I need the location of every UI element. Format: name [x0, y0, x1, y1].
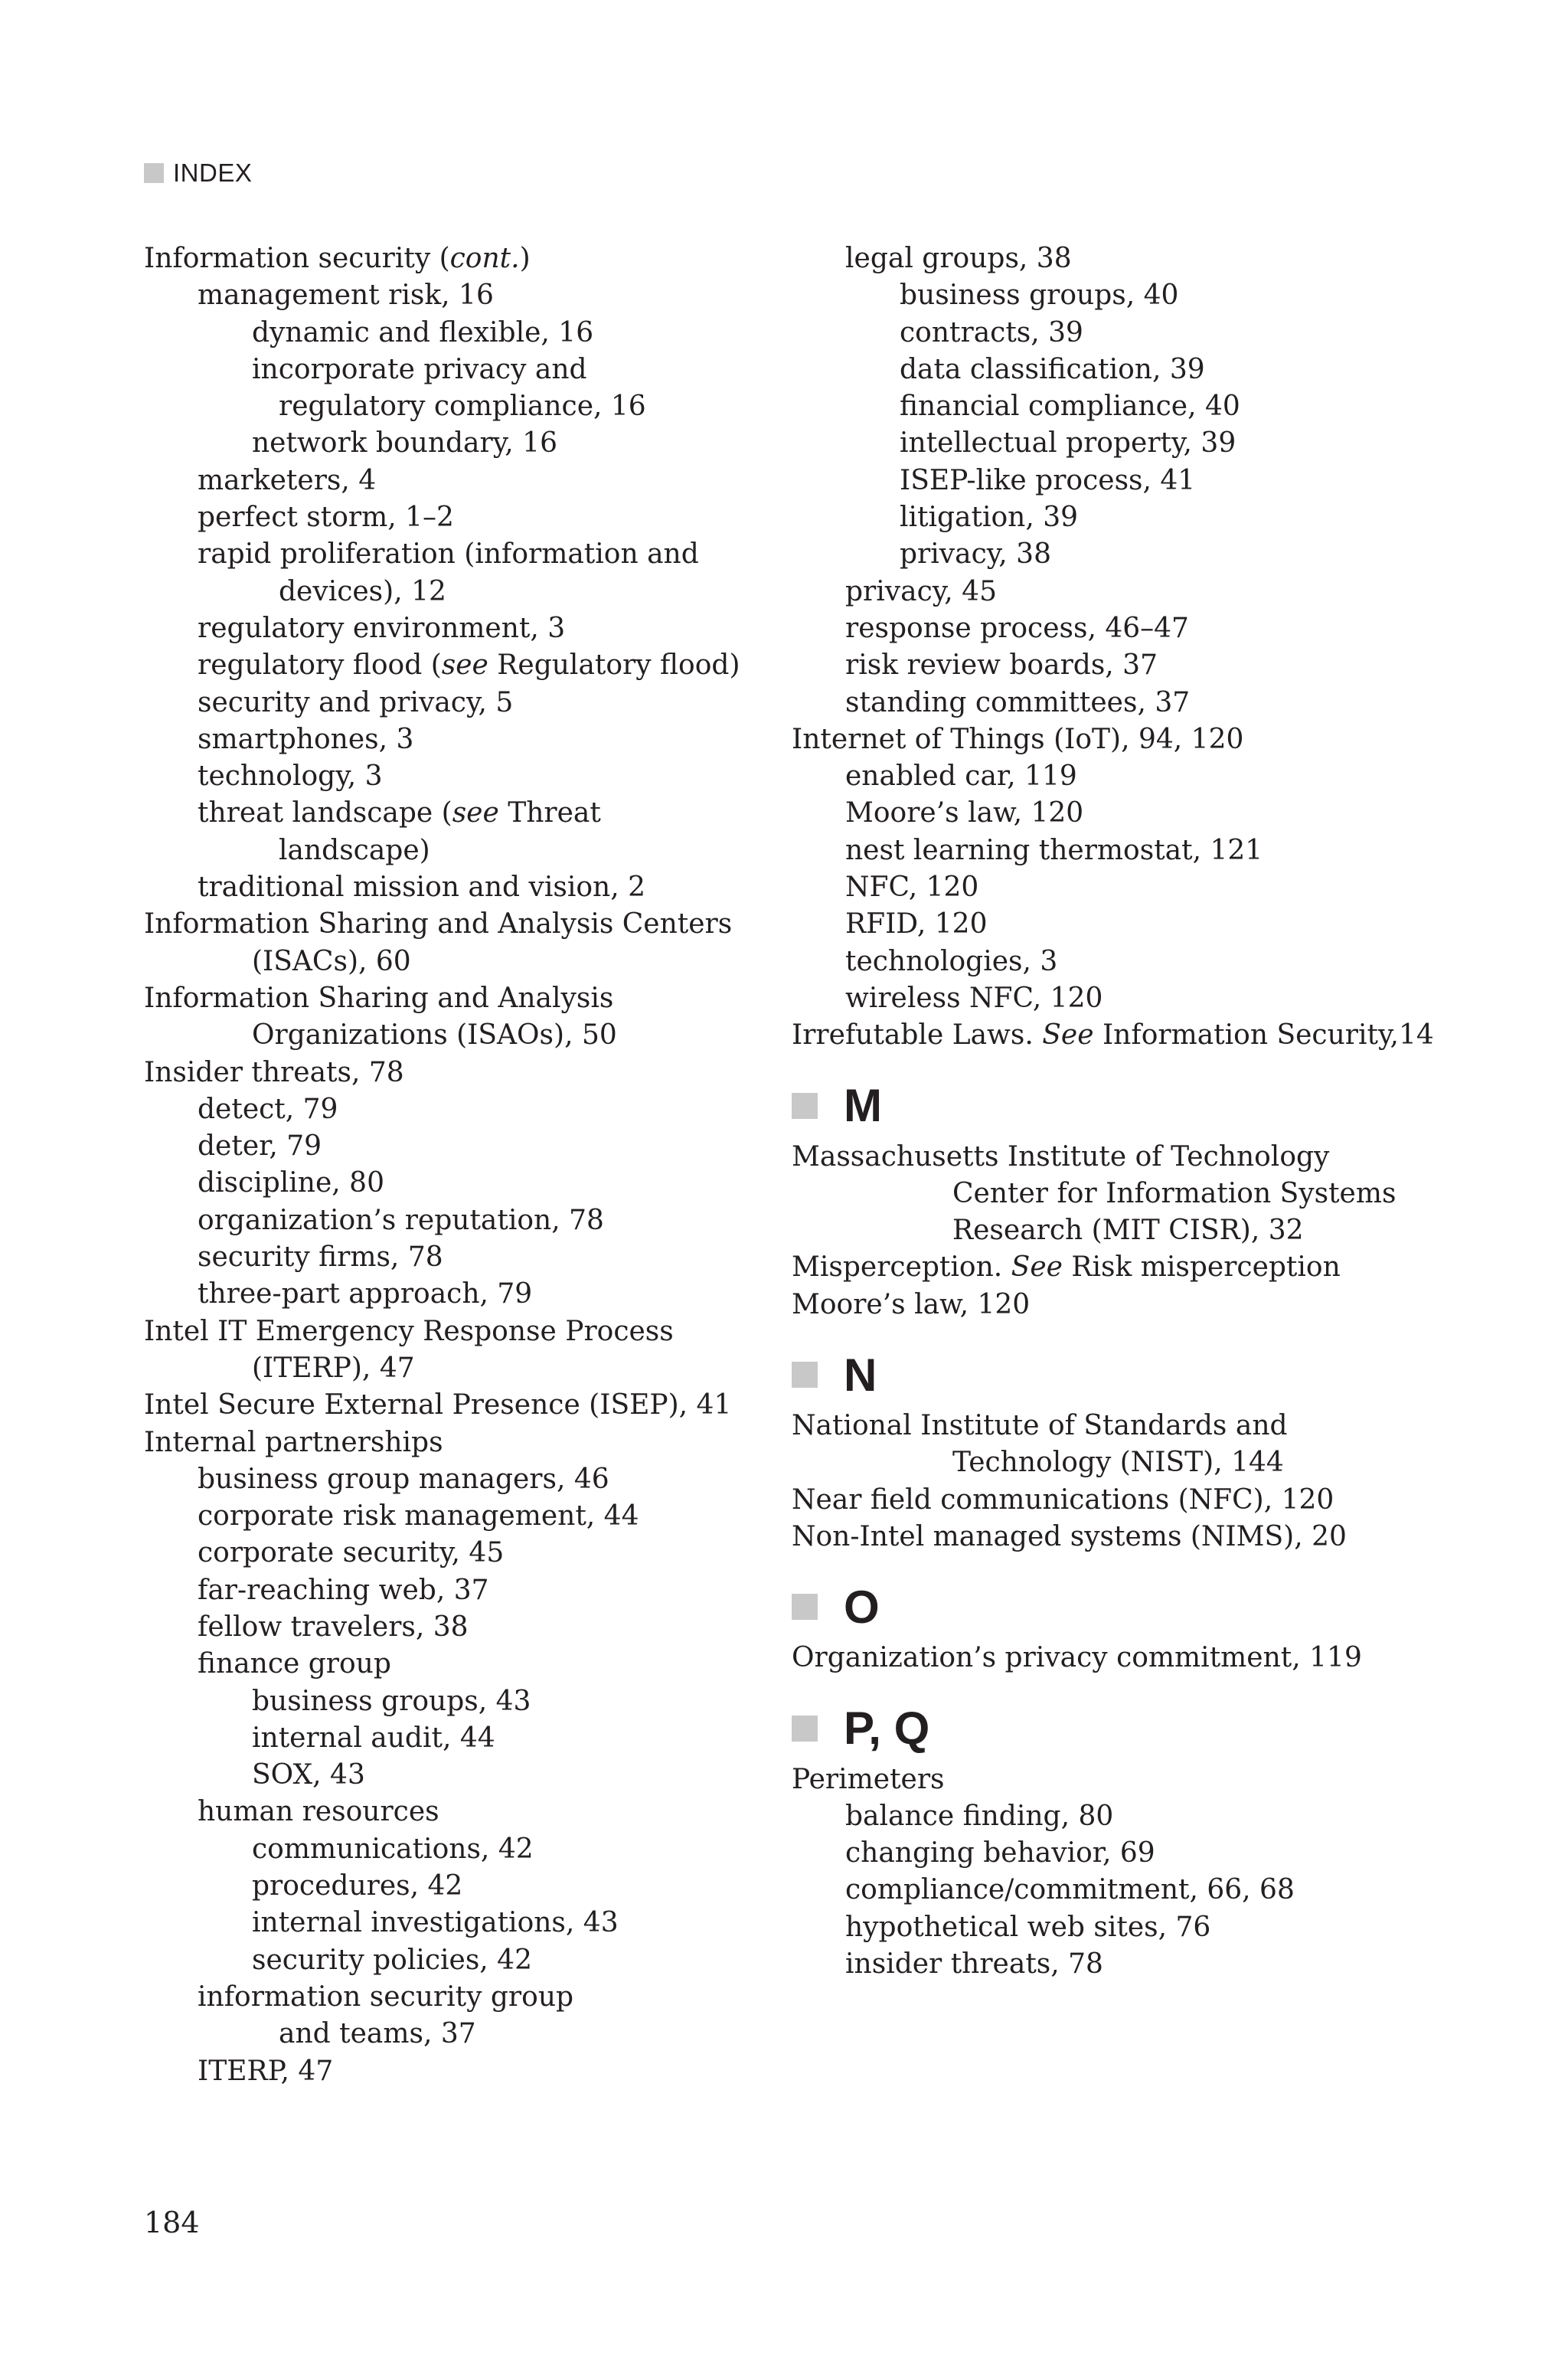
index-subentry [144, 1720, 756, 1757]
entry-text: security and privacy, 5 [198, 686, 514, 718]
entry-text: contracts, 39 [900, 316, 1083, 348]
index-subentry [144, 425, 756, 462]
section-square-icon [792, 1093, 818, 1119]
entry-text: SOX, 43 [252, 1759, 365, 1791]
index-subentry [792, 610, 1404, 647]
index-subentry [144, 758, 756, 795]
index-subentry [792, 1444, 1404, 1481]
section-letter: N [844, 1349, 877, 1401]
index-entry [144, 240, 756, 277]
entry-text: Near field communications (NFC), 120 [792, 1483, 1334, 1516]
entry-text: ITERP, 47 [198, 2055, 334, 2087]
index-subentry [792, 277, 1404, 314]
index-subentry [144, 463, 756, 499]
index-entry [792, 1249, 1404, 1286]
entry-text: perfect storm, 1–2 [198, 502, 454, 534]
index-subentry [144, 1239, 756, 1276]
section-heading [792, 1580, 1404, 1634]
index-subentry [792, 536, 1404, 573]
entry-text: wireless NFC, 120 [845, 982, 1103, 1014]
index-subentry [144, 1905, 756, 1941]
index-subentry [144, 795, 756, 832]
entry-text: Irrefutable Laws. [792, 1019, 1043, 1052]
entry-text: Moore’s law, 120 [845, 797, 1084, 829]
index-subentry [144, 1868, 756, 1905]
entry-text: security policies, 42 [252, 1944, 532, 1976]
index-subentry [144, 388, 756, 425]
entry-text: regulatory environment, 3 [198, 612, 566, 644]
index-subentry [792, 1212, 1404, 1249]
index-subentry [792, 1835, 1404, 1872]
index-subentry [144, 1942, 756, 1979]
entry-text: business groups, 43 [252, 1685, 531, 1717]
entry-text: Internal partnerships [144, 1426, 443, 1458]
entry-text: three-part approach, 79 [198, 1278, 533, 1310]
entry-text: Risk misperception [1062, 1251, 1341, 1284]
index-subentry [144, 1128, 756, 1165]
entry-text: human resources [198, 1796, 439, 1828]
index-subentry [792, 388, 1404, 425]
index-subentry [792, 240, 1404, 277]
section-square-icon [792, 1716, 818, 1742]
index-subentry [144, 536, 756, 573]
entry-text: corporate security, 45 [198, 1537, 505, 1569]
index-subentry [144, 1831, 756, 1868]
index-subentry [144, 1683, 756, 1720]
entry-text: deter, 79 [198, 1130, 322, 1163]
index-column-right [792, 240, 1434, 1983]
index-entry [792, 1139, 1404, 1176]
index-subentry [144, 1646, 756, 1683]
index-subentry [144, 277, 756, 314]
index-subentry [792, 315, 1404, 352]
entry-text: Information Sharing and Analysis Centers [144, 908, 733, 940]
entry-text: Perimeters [792, 1763, 945, 1795]
entry-text: Internet of Things (IoT), 94, 120 [792, 723, 1244, 755]
entry-text: information security group [198, 1981, 574, 2013]
entry-text: communications, 42 [252, 1833, 534, 1865]
entry-text: data classification, 39 [900, 353, 1205, 385]
index-subentry [792, 980, 1404, 1017]
entry-text: discipline, 80 [198, 1167, 384, 1199]
section-letter: P, Q [844, 1703, 930, 1754]
section-letter: O [844, 1581, 880, 1633]
entry-text: Center for Information Systems [952, 1177, 1396, 1209]
entry-text: Information Security,14 [1093, 1019, 1434, 1052]
entry-text: Intel Secure External Presence (ISEP), 41 [144, 1389, 732, 1421]
entry-text: legal groups, 38 [845, 243, 1072, 274]
index-subentry [792, 574, 1404, 610]
entry-text: standing committees, 37 [845, 686, 1191, 718]
entry-text: security firms, 78 [198, 1241, 443, 1274]
entry-italic-text: see [441, 649, 488, 682]
entry-text: network boundary, 16 [252, 427, 557, 460]
index-subentry [144, 944, 756, 980]
index-subentry [144, 2016, 756, 2053]
section-square-icon [792, 1594, 818, 1620]
index-entry [144, 1425, 756, 1461]
entry-text: business groups, 40 [900, 280, 1179, 312]
entry-italic-text: See [1042, 1019, 1094, 1052]
index-subentry [792, 832, 1404, 869]
entry-text: ISEP-like process, 41 [900, 464, 1196, 496]
index-subentry [144, 1794, 756, 1830]
entry-text: far-reaching web, 37 [198, 1574, 489, 1606]
index-subentry [144, 1498, 756, 1535]
index-entry [792, 1408, 1404, 1444]
entry-text: response process, 46–47 [845, 612, 1189, 644]
section-heading [792, 1702, 1404, 1755]
entry-text: Insider threats, 78 [144, 1056, 404, 1088]
index-subentry [792, 1798, 1404, 1835]
index-entry [144, 980, 756, 1017]
index-entry [792, 1761, 1404, 1798]
page-number: 184 [144, 2206, 200, 2239]
entry-text: Organizations (ISAOs), 50 [252, 1019, 617, 1052]
entry-text: changing behavior, 69 [845, 1837, 1155, 1869]
entry-italic-text: see [452, 797, 499, 829]
index-entry [792, 1287, 1404, 1323]
index-subentry [792, 758, 1404, 795]
entry-text: litigation, 39 [900, 502, 1079, 534]
index-subentry [792, 1909, 1404, 1946]
entry-text: corporate risk management, 44 [198, 1500, 639, 1532]
entry-text: Organization’s privacy commitment, 119 [792, 1642, 1362, 1674]
entry-text: organization’s reputation, 78 [198, 1204, 604, 1236]
index-entry [792, 1017, 1434, 1054]
index-entry [792, 1482, 1404, 1519]
index-column-left [144, 240, 756, 2090]
index-subentry [792, 463, 1404, 499]
section-heading [792, 1079, 1404, 1133]
index-subentry [144, 685, 756, 721]
index-subentry [792, 944, 1404, 980]
entry-text: Threat [498, 797, 601, 829]
index-subentry [144, 574, 756, 610]
entry-text: landscape) [279, 834, 430, 866]
section-square-icon [792, 1362, 818, 1388]
entry-text: hypothetical web sites, 76 [845, 1911, 1211, 1943]
index-subentry [144, 1017, 756, 1054]
entry-text: ) [519, 243, 531, 274]
index-subentry [144, 1757, 756, 1794]
entry-text: regulatory compliance, 16 [279, 391, 646, 423]
entry-text: finance group [198, 1648, 391, 1680]
index-subentry [792, 685, 1404, 721]
entry-text: Moore’s law, 120 [792, 1288, 1031, 1320]
entry-text: privacy, 38 [900, 538, 1051, 571]
entry-text: intellectual property, 39 [900, 427, 1236, 460]
entry-text: Intel IT Emergency Response Process [144, 1315, 674, 1347]
index-entry [144, 1055, 756, 1091]
entry-text: internal investigations, 43 [252, 1907, 619, 1939]
entry-text: and teams, 37 [279, 2018, 476, 2050]
entry-text: traditional mission and vision, 2 [198, 872, 645, 904]
index-entry [792, 1519, 1404, 1555]
entry-text: financial compliance, 40 [900, 391, 1240, 423]
section-letter: M [844, 1080, 882, 1132]
index-subentry [144, 2053, 756, 2090]
index-subentry [792, 499, 1404, 536]
running-header-label: INDEX [173, 159, 253, 187]
index-subentry [144, 610, 756, 647]
index-subentry [144, 1535, 756, 1572]
index-subentry [144, 1202, 756, 1239]
entry-text: risk review boards, 37 [845, 649, 1158, 682]
entry-text: National Institute of Standards and [792, 1410, 1288, 1442]
entry-text: internal audit, 44 [252, 1722, 495, 1754]
entry-text: privacy, 45 [845, 575, 997, 607]
index-subentry [144, 721, 756, 758]
index-subentry [144, 352, 756, 388]
index-subentry [144, 315, 756, 352]
entry-text: insider threats, 78 [845, 1948, 1103, 1980]
entry-text: Information security ( [144, 243, 450, 274]
index-entry [144, 906, 756, 943]
entry-text: devices), 12 [279, 575, 446, 607]
entry-text: detect, 79 [198, 1093, 338, 1125]
entry-italic-text: See [1011, 1251, 1063, 1284]
entry-text: Regulatory flood) [488, 649, 740, 682]
entry-text: management risk, 16 [198, 280, 494, 312]
index-entry [144, 1387, 756, 1424]
entry-text: smartphones, 3 [198, 723, 414, 755]
index-subentry [792, 647, 1404, 684]
entry-text: nest learning thermostat, 121 [845, 834, 1263, 866]
entry-italic-text: cont. [449, 243, 520, 274]
section-heading [792, 1348, 1404, 1402]
entry-text: technology, 3 [198, 761, 383, 793]
entry-text: marketers, 4 [198, 464, 377, 496]
index-subentry [792, 795, 1404, 832]
entry-text: dynamic and flexible, 16 [252, 316, 594, 348]
index-subentry [144, 869, 756, 906]
index-subentry [144, 1165, 756, 1202]
entry-text: regulatory flood ( [198, 649, 442, 682]
entry-text: fellow travelers, 38 [198, 1611, 469, 1643]
entry-text: Research (MIT CISR), 32 [952, 1215, 1304, 1247]
entry-text: enabled car, 119 [845, 761, 1077, 793]
index-subentry [144, 1091, 756, 1128]
index-subentry [144, 832, 756, 869]
index-subentry [792, 1946, 1404, 1983]
header-square-icon [144, 163, 164, 183]
entry-text: NFC, 120 [845, 872, 979, 904]
index-subentry [792, 352, 1404, 388]
entry-text: threat landscape ( [198, 797, 452, 829]
index-subentry [144, 499, 756, 536]
entry-text: (ISACs), 60 [252, 945, 411, 977]
entry-text: business group managers, 46 [198, 1463, 609, 1495]
index-entry [792, 721, 1404, 758]
index-subentry [144, 1350, 756, 1387]
entry-text: (ITERP), 47 [252, 1352, 415, 1384]
entry-text: Massachusetts Institute of Technology [792, 1140, 1330, 1173]
entry-text: Technology (NIST), 144 [952, 1447, 1284, 1479]
index-subentry [792, 1176, 1404, 1212]
index-subentry [144, 1276, 756, 1313]
index-entry [144, 1313, 756, 1350]
index-subentry [792, 869, 1404, 906]
index-subentry [144, 1979, 756, 2016]
entry-text: procedures, 42 [252, 1870, 463, 1902]
entry-text: Misperception. [792, 1251, 1011, 1284]
index-subentry [144, 1572, 756, 1609]
entry-text: RFID, 120 [845, 908, 988, 940]
index-subentry [144, 1461, 756, 1498]
entry-text: incorporate privacy and [252, 353, 587, 385]
entry-text: Non-Intel managed systems (NIMS), 20 [792, 1520, 1347, 1552]
index-entry [792, 1640, 1404, 1676]
index-subentry [792, 1872, 1404, 1909]
index-subentry [144, 647, 756, 684]
running-header [144, 158, 252, 188]
index-subentry [144, 1609, 756, 1646]
entry-text: compliance/commitment, 66, 68 [845, 1874, 1295, 1906]
index-subentry [792, 425, 1404, 462]
entry-text: technologies, 3 [845, 945, 1058, 977]
entry-text: rapid proliferation (information and [198, 538, 699, 571]
index-subentry [792, 906, 1404, 943]
entry-text: Information Sharing and Analysis [144, 982, 614, 1014]
entry-text: balance finding, 80 [845, 1800, 1114, 1832]
